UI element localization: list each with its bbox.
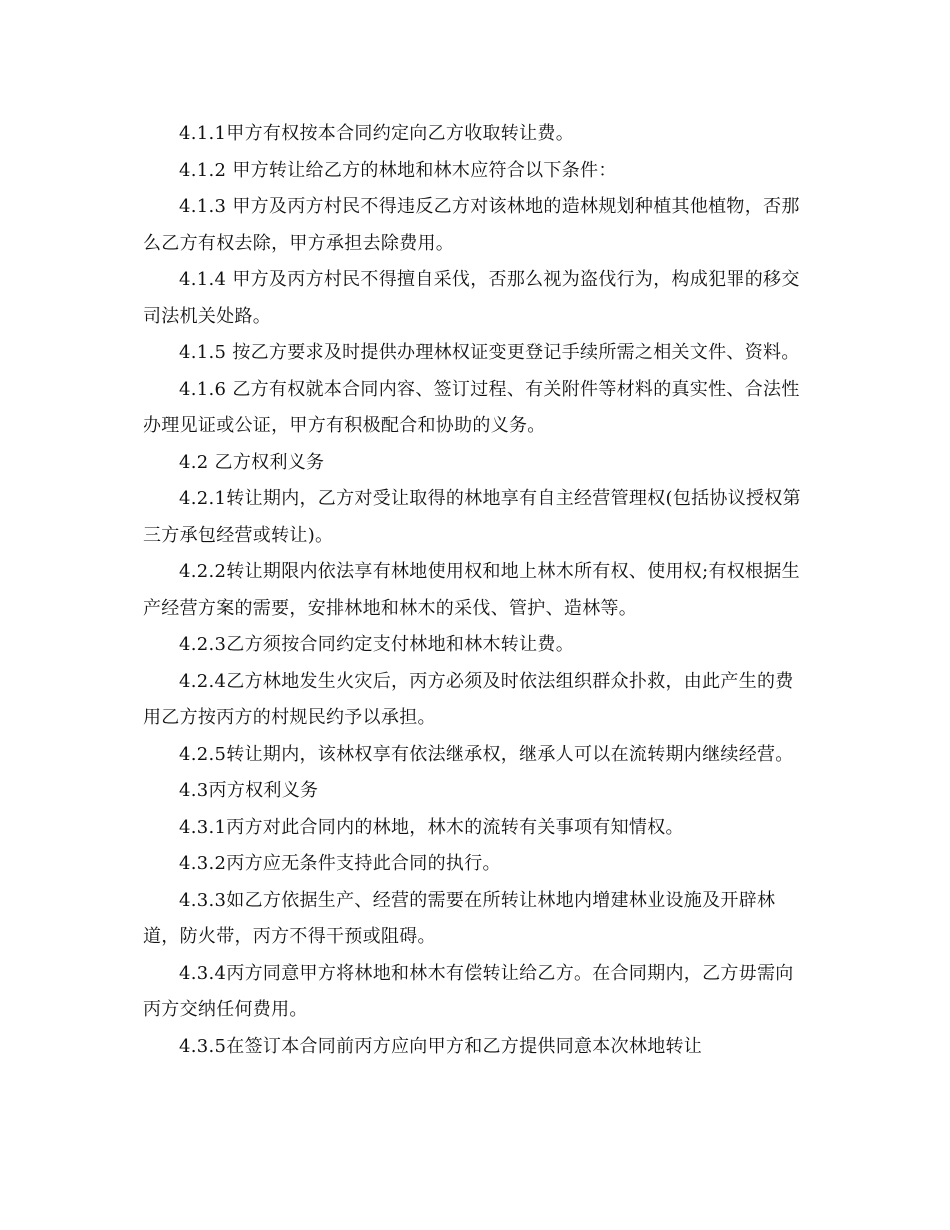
section-4-2-heading: 4.2 乙方权利义务 xyxy=(179,451,325,473)
clause-4-1-1: 4.1.1甲方有权按本合同约定向乙方收取转让费。 xyxy=(179,123,574,144)
clause-4-3-4: 4.3.4丙方同意甲方将林地和林木有偿转让给乙方。在合同期内，乙方毋需向丙方交纳任何费用。 xyxy=(143,962,794,1020)
clause-4-2-4: 4.2.4乙方林地发生火灾后，丙方必须及时依法组织群众扑救，由此产生的费用乙方按丙方的村规民约予以承担。 xyxy=(143,670,794,728)
clause-4-2-3: 4.2.3乙方须按合同约定支付林地和林木转让费。 xyxy=(179,634,574,655)
clause-4-3-1: 4.3.1丙方对此合同内的林地，林木的流转有关事项有知情权。 xyxy=(179,816,684,838)
document-body xyxy=(143,116,808,1065)
clause-4-1-4: 4.1.4 甲方及丙方村民不得擅自采伐，否那么视为盗伐行为，构成犯罪的移交司法机关处路。 xyxy=(143,269,800,327)
clause-4-2-5: 4.2.5转让期内，该林权享有依法继承权，继承人可以在流转期内继续经营。 xyxy=(179,743,794,765)
section-4-3-heading: 4.3丙方权利义务 xyxy=(179,780,319,801)
clause-4-1-3: 4.1.3 甲方及丙方村民不得违反乙方对该林地的造林规划种植其他植物，否那么乙方有权去除，甲方承担去除费用。 xyxy=(143,196,800,254)
clause-4-1-6: 4.1.6 乙方有权就本合同内容、签订过程、有关附件等材料的真实性、合法性办理见证或公证，甲方有积极配合和协助的义务。 xyxy=(143,378,800,436)
clause-4-3-2: 4.3.2丙方应无条件支持此合同的执行。 xyxy=(179,853,501,874)
clause-4-1-2: 4.1.2 甲方转让给乙方的林地和林木应符合以下条件： xyxy=(179,159,617,181)
clause-4-1-5: 4.1.5 按乙方要求及时提供办理林权证变更登记手续所需之相关文件、资料。 xyxy=(179,342,800,363)
clause-4-3-5: 4.3.5在签订本合同前丙方应向甲方和乙方提供同意本次林地转让 xyxy=(179,1035,703,1057)
clause-4-2-2: 4.2.2转让期限内依法享有林地使用权和地上林木所有权、使用权;有权根据生产经营方案的需要，安排林地和林木的采伐、管护、造林等。 xyxy=(143,561,800,619)
clause-4-3-3: 4.3.3如乙方依据生产、经营的需要在所转让林地内增建林业设施及开辟林道，防火带，丙方不得干预或阻碍。 xyxy=(143,889,776,947)
clause-4-2-1: 4.2.1转让期内，乙方对受让取得的林地享有自主经营管理权(包括协议授权第三方承包经营或转让)。 xyxy=(143,488,801,546)
